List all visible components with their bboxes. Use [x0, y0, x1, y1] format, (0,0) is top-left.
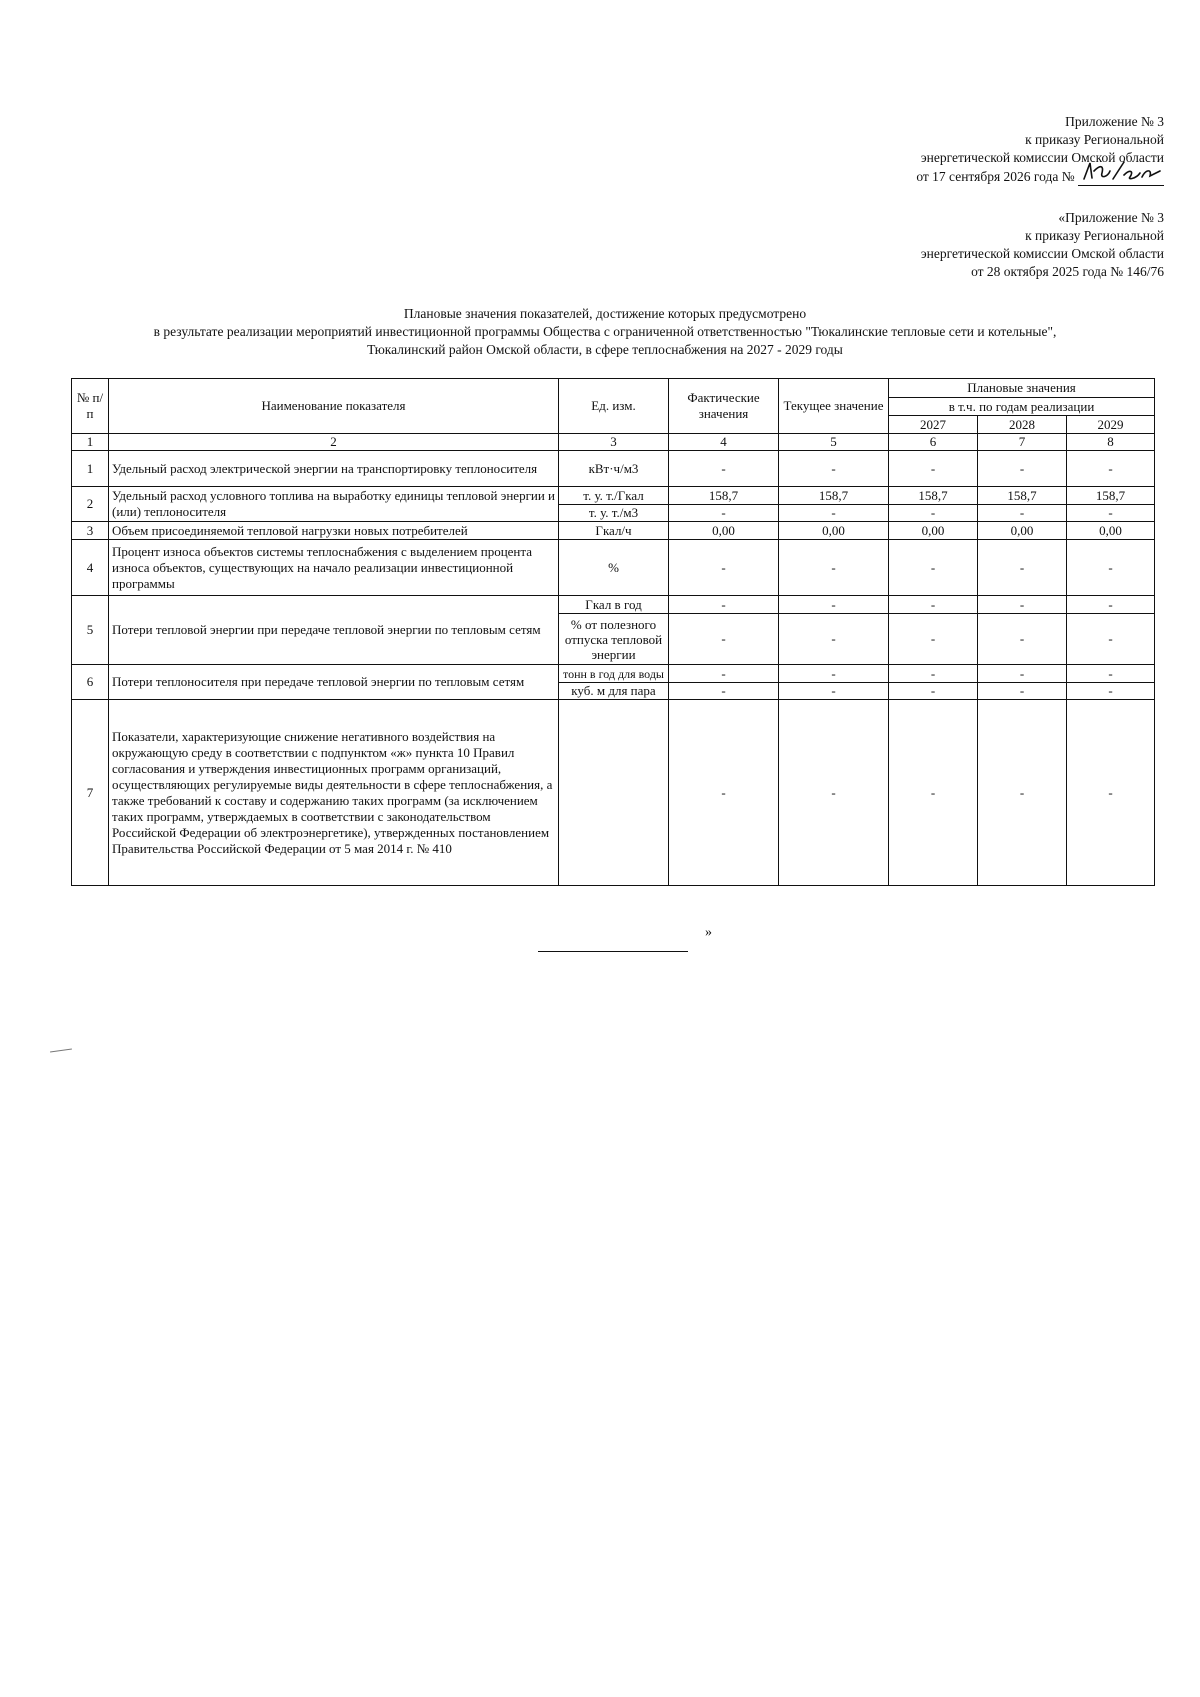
value-cell: -	[978, 614, 1067, 665]
value-cell: -	[669, 451, 779, 487]
column-number: 3	[559, 434, 669, 451]
value-cell: -	[1067, 614, 1155, 665]
unit-cell: Гкал в год	[559, 596, 669, 614]
value-cell: 0,00	[1067, 522, 1155, 540]
value-cell: -	[978, 540, 1067, 596]
unit-cell: %	[559, 540, 669, 596]
value-cell: 0,00	[669, 522, 779, 540]
value-cell: -	[978, 505, 1067, 522]
column-number: 5	[779, 434, 889, 451]
value-cell: 0,00	[889, 522, 978, 540]
indicator-name: Потери теплоносителя при передаче тепловой энергии по тепловым сетям	[109, 665, 559, 700]
header-cell: 2027	[889, 416, 978, 434]
value-cell: -	[669, 614, 779, 665]
header-line: к приказу Региональной	[1025, 132, 1164, 147]
value-cell: -	[669, 596, 779, 614]
title-line: Плановые значения показателей, достижение которых предусмотрено	[403, 306, 807, 321]
indicator-name: Процент износа объектов системы теплоснабжения с выделением процента износа объектов, существующих на начало реализации инвестиционной программы	[109, 540, 559, 596]
row-number: 4	[72, 540, 109, 596]
column-number: 8	[1067, 434, 1155, 451]
header-cell: Текущее значение	[779, 379, 889, 434]
value-cell: -	[978, 596, 1067, 614]
value-cell: -	[779, 596, 889, 614]
indicator-name: Объем присоединяемой тепловой нагрузки новых потребителей	[109, 522, 559, 540]
header-cell: Наименование показателя	[109, 379, 559, 434]
value-cell: -	[1067, 683, 1155, 700]
header-line: Приложение № 3	[1065, 114, 1164, 129]
table-row	[72, 665, 1155, 683]
header-cell: Фактические значения	[669, 379, 779, 434]
row-number: 2	[72, 487, 109, 522]
document-title	[40, 305, 1170, 359]
table-row	[72, 596, 1155, 614]
unit-cell: кВт·ч/м3	[559, 451, 669, 487]
row-number: 6	[72, 665, 109, 700]
value-cell: -	[779, 683, 889, 700]
value-cell: -	[889, 683, 978, 700]
value-cell: -	[1067, 700, 1155, 886]
value-cell: 158,7	[1067, 487, 1155, 505]
value-cell: -	[889, 596, 978, 614]
value-cell: -	[889, 505, 978, 522]
value-cell: -	[978, 451, 1067, 487]
row-number: 3	[72, 522, 109, 540]
value-cell: -	[779, 505, 889, 522]
value-cell: -	[889, 700, 978, 886]
table-row	[72, 540, 1155, 596]
value-cell: -	[669, 540, 779, 596]
header-cell: в т.ч. по годам реализации	[889, 398, 1155, 416]
column-number: 1	[72, 434, 109, 451]
value-cell: -	[889, 614, 978, 665]
value-cell: 158,7	[889, 487, 978, 505]
value-cell: -	[889, 665, 978, 683]
scan-speck	[50, 1048, 72, 1052]
value-cell: -	[779, 700, 889, 886]
unit-cell: куб. м для пара	[559, 683, 669, 700]
value-cell: -	[669, 665, 779, 683]
unit-cell: тонн в год для воды	[559, 665, 669, 683]
value-cell: -	[978, 683, 1067, 700]
title-line: в результате реализации мероприятий инвестиционной программы Общества с ограниченной ответственностью "Тюкалинские тепловые сети и котельные",	[153, 324, 1057, 339]
value-cell: -	[779, 614, 889, 665]
value-cell: 0,00	[978, 522, 1067, 540]
unit-cell: т. у. т./Гкал	[559, 487, 669, 505]
order-header	[916, 113, 1164, 186]
value-cell: -	[1067, 596, 1155, 614]
value-cell: -	[1067, 540, 1155, 596]
unit-cell: т. у. т./м3	[559, 505, 669, 522]
column-number: 6	[889, 434, 978, 451]
row-number: 5	[72, 596, 109, 665]
unit-cell	[559, 700, 669, 886]
value-cell: 158,7	[978, 487, 1067, 505]
header-line: «Приложение № 3	[1058, 210, 1164, 225]
header-line	[916, 167, 1164, 186]
value-cell: -	[669, 700, 779, 886]
column-number: 2	[109, 434, 559, 451]
row-number: 7	[72, 700, 109, 886]
value-cell: -	[978, 665, 1067, 683]
value-cell: -	[889, 451, 978, 487]
unit-cell: % от полезного отпуска тепловой энергии	[559, 614, 669, 665]
value-cell: -	[1067, 665, 1155, 683]
indicator-name: Показатели, характеризующие снижение негативного воздействия на окружающую среду в соответствии с подпунктом «ж» пункта 10 Правил согласования и утверждения инвестиционных программ организаций, осуществляющих регулируемые виды деятельности в сфере теплоснабжения, а также требований к составу и содержанию таких программ (за исключением таких программ, утверждаемых в соответствии с законодательством Российской Федерации об электроэнергетике), утвержденных постановлением Правительства Российской Федерации от 5 мая 2014 г. № 410	[109, 700, 559, 886]
unit-cell: Гкал/ч	[559, 522, 669, 540]
table-row	[72, 700, 1155, 886]
value-cell: -	[1067, 451, 1155, 487]
value-cell: -	[779, 451, 889, 487]
previous-order-header	[921, 209, 1164, 281]
header-line: энергетической комиссии Омской области	[920, 246, 1164, 261]
value-cell: 158,7	[779, 487, 889, 505]
value-cell: -	[669, 683, 779, 700]
column-number: 7	[978, 434, 1067, 451]
column-number-row	[72, 434, 1155, 451]
value-cell: -	[779, 540, 889, 596]
table-header-row	[72, 379, 1155, 398]
end-divider	[538, 951, 688, 952]
closing-quote-mark: »	[705, 925, 712, 940]
table-row	[72, 487, 1155, 505]
value-cell: -	[669, 505, 779, 522]
title-line: Тюкалинский район Омской области, в сфере теплоснабжения на 2027 - 2029 годы	[367, 342, 843, 357]
table-row	[72, 522, 1155, 540]
table-row	[72, 451, 1155, 487]
header-line: энергетической комиссии Омской области	[920, 150, 1164, 165]
column-number: 4	[669, 434, 779, 451]
handwritten-order-number	[1078, 167, 1164, 186]
value-cell: 158,7	[669, 487, 779, 505]
header-cell: 2029	[1067, 416, 1155, 434]
value-cell: -	[1067, 505, 1155, 522]
header-cell: 2028	[978, 416, 1067, 434]
row-number: 1	[72, 451, 109, 487]
header-cell: Плановые значения	[889, 379, 1155, 398]
value-cell: -	[978, 700, 1067, 886]
header-cell: Ед. изм.	[559, 379, 669, 434]
order-date: от 17 сентября 2026 года №	[916, 169, 1075, 184]
value-cell: -	[889, 540, 978, 596]
indicator-name: Удельный расход электрической энергии на транспортировку теплоносителя	[109, 451, 559, 487]
indicators-table	[71, 378, 1155, 886]
indicator-name: Удельный расход условного топлива на выработку единицы тепловой энергии и (или) теплоносителя	[109, 487, 559, 522]
indicator-name: Потери тепловой энергии при передаче тепловой энергии по тепловым сетям	[109, 596, 559, 665]
header-line: от 28 октября 2025 года № 146/76	[971, 264, 1164, 279]
header-cell: № п/п	[72, 379, 109, 434]
value-cell: -	[779, 665, 889, 683]
value-cell: 0,00	[779, 522, 889, 540]
header-line: к приказу Региональной	[1025, 228, 1164, 243]
